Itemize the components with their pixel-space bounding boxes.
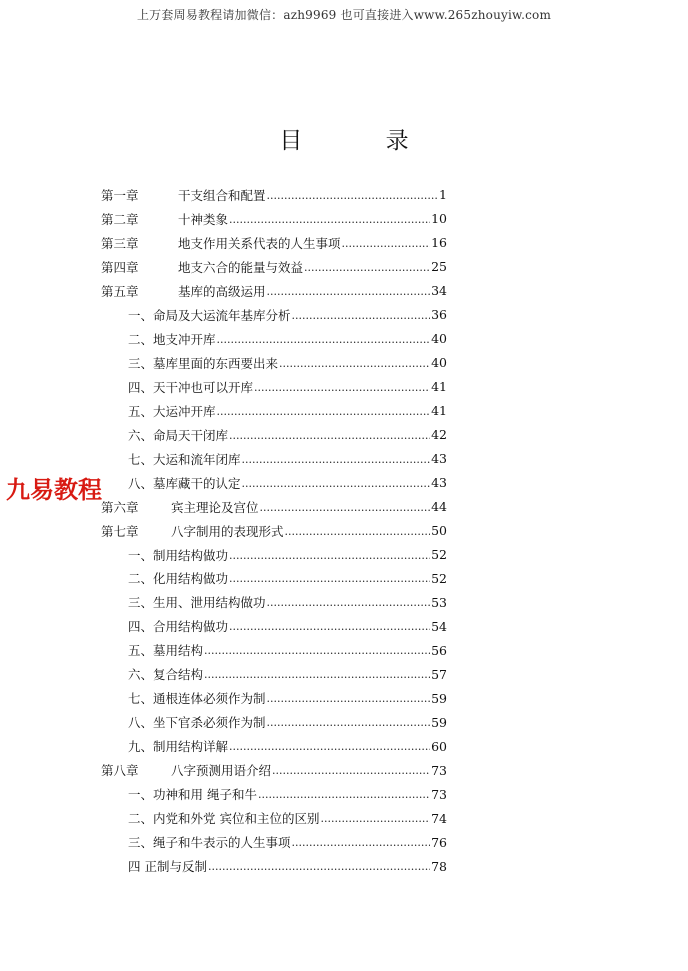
toc-dot-leader (304, 260, 430, 274)
toc-dot-leader (285, 524, 431, 538)
toc-page-number: 78 (431, 858, 447, 874)
toc-dot-leader (342, 236, 431, 250)
toc-dot-leader (260, 500, 431, 514)
toc-entry-title: 二、化用结构做功 (128, 571, 229, 587)
toc-page-number: 60 (431, 738, 447, 754)
toc-entry[interactable] (128, 830, 447, 854)
toc-page-number: 52 (431, 570, 447, 586)
toc-entry-title: 六、命局天干闭库 (128, 427, 229, 443)
toc-dot-leader (229, 619, 430, 633)
toc-entry-title: 十神类象 (178, 211, 229, 227)
toc-page-number: 53 (431, 594, 447, 610)
toc-dot-leader (208, 859, 430, 873)
toc-entry[interactable] (128, 806, 447, 830)
toc-entry-title: 二、地支冲开库 (128, 331, 216, 347)
toc-entry[interactable] (128, 590, 447, 614)
toc-page-number: 54 (431, 618, 447, 634)
toc-page-number: 59 (431, 714, 447, 730)
toc-entry[interactable] (128, 447, 447, 471)
toc-page-number: 50 (431, 523, 447, 539)
toc-entry-title: 七、通根连体必须作为制 (128, 691, 266, 707)
toc-dot-leader (267, 284, 431, 298)
toc-entry[interactable] (128, 303, 447, 327)
toc-entry-title: 四 正制与反制 (128, 859, 207, 875)
toc-page-number: 16 (431, 235, 447, 251)
page-title: 目 录 (279, 128, 447, 154)
toc-page-number: 56 (431, 642, 447, 658)
toc-entry-title: 地支六合的能量与效益 (178, 259, 304, 275)
toc-dot-leader (204, 643, 430, 657)
toc-dot-leader (229, 571, 430, 585)
toc-page-number: 59 (431, 690, 447, 706)
toc-entry[interactable] (128, 710, 447, 734)
toc-page-number: 40 (431, 355, 447, 371)
page-header: 上万套周易教程请加微信：azh9969 也可直接进入www.265zhouyiw.com (136, 8, 552, 22)
toc-page-number: 10 (431, 211, 447, 227)
toc-entry-title: 宾主理论及宫位 (171, 499, 259, 515)
toc-entry[interactable] (128, 638, 447, 662)
toc-entry-title: 五、大运冲开库 (128, 403, 216, 419)
toc-dot-leader (242, 452, 431, 466)
toc-entry-title: 四、合用结构做功 (128, 619, 229, 635)
toc-page-number: 57 (431, 666, 447, 682)
table-of-contents (0, 183, 688, 878)
toc-page-number: 74 (431, 810, 447, 826)
toc-entry[interactable] (128, 782, 447, 806)
toc-entry-title: 干支组合和配置 (178, 187, 266, 203)
toc-page-number: 44 (431, 499, 447, 515)
toc-chapter-number: 第一章 (101, 187, 139, 203)
toc-entry[interactable] (101, 758, 447, 782)
toc-dot-leader (258, 787, 430, 801)
toc-chapter-number: 第二章 (101, 211, 139, 227)
toc-dot-leader (242, 476, 431, 490)
toc-dot-leader (229, 428, 430, 442)
toc-entry[interactable] (128, 614, 447, 638)
toc-chapter-number: 第五章 (101, 283, 139, 299)
toc-entry[interactable] (101, 183, 447, 207)
toc-entry-title: 基库的高级运用 (178, 283, 266, 299)
toc-entry[interactable] (128, 375, 447, 399)
toc-entry-title: 三、生用、泄用结构做功 (128, 595, 266, 611)
toc-entry[interactable] (128, 327, 447, 351)
toc-entry-title: 七、大运和流年闭库 (128, 451, 241, 467)
toc-entry[interactable] (128, 399, 447, 423)
toc-dot-leader (292, 308, 431, 322)
toc-entry[interactable] (101, 255, 447, 279)
toc-page-number: 41 (431, 403, 447, 419)
toc-dot-leader (267, 188, 439, 202)
toc-entry-title: 四、天干冲也可以开库 (128, 379, 254, 395)
toc-entry-title: 一、命局及大运流年基库分析 (128, 307, 291, 323)
toc-entry-title: 三、墓库里面的东西要出来 (128, 355, 279, 371)
toc-page-number: 73 (431, 786, 447, 802)
toc-dot-leader (292, 835, 431, 849)
toc-entry[interactable] (101, 231, 447, 255)
toc-dot-leader (272, 763, 430, 777)
toc-page-number: 41 (431, 379, 447, 395)
toc-dot-leader (229, 548, 430, 562)
toc-entry-title: 一、制用结构做功 (128, 547, 229, 563)
toc-page-number: 43 (431, 451, 447, 467)
toc-page-number: 76 (431, 834, 447, 850)
toc-entry[interactable] (128, 543, 447, 567)
toc-dot-leader (267, 691, 431, 705)
toc-chapter-number: 第七章 (101, 523, 139, 539)
toc-entry[interactable] (101, 279, 447, 303)
toc-entry-title: 地支作用关系代表的人生事项 (178, 235, 341, 251)
toc-page-number: 1 (439, 187, 447, 203)
toc-entry-title: 一、功神和用 绳子和牛 (128, 787, 257, 803)
toc-entry[interactable] (128, 567, 447, 591)
toc-page-number: 40 (431, 331, 447, 347)
toc-entry-title: 八、坐下官杀必须作为制 (128, 715, 266, 731)
toc-dot-leader (254, 380, 430, 394)
toc-chapter-number: 第八章 (101, 763, 139, 779)
toc-dot-leader (320, 811, 430, 825)
toc-chapter-number: 第三章 (101, 235, 139, 251)
toc-entry[interactable] (101, 207, 447, 231)
toc-entry-title: 八字制用的表现形式 (171, 523, 284, 539)
toc-dot-leader (229, 739, 430, 753)
toc-entry[interactable] (128, 662, 447, 686)
toc-entry[interactable] (128, 471, 447, 495)
toc-dot-leader (267, 595, 431, 609)
toc-dot-leader (279, 356, 430, 370)
toc-entry[interactable] (101, 495, 447, 519)
toc-page-number: 36 (431, 307, 447, 323)
toc-chapter-number: 第六章 (101, 499, 139, 515)
toc-chapter-number: 第四章 (101, 259, 139, 275)
toc-page-number: 25 (431, 259, 447, 275)
watermark-logo: 九易教程 (6, 476, 102, 504)
toc-entry-title: 五、墓用结构 (128, 643, 204, 659)
toc-entry-title: 三、绳子和牛表示的人生事项 (128, 835, 291, 851)
toc-dot-leader (204, 667, 430, 681)
toc-page-number: 73 (431, 762, 447, 778)
toc-dot-leader (229, 212, 430, 226)
toc-entry-title: 九、制用结构详解 (128, 739, 229, 755)
toc-entry-title: 六、复合结构 (128, 667, 204, 683)
toc-entry[interactable] (128, 734, 447, 758)
toc-entry[interactable] (101, 519, 447, 543)
toc-dot-leader (267, 715, 431, 729)
toc-entry[interactable] (128, 686, 447, 710)
toc-entry-title: 八字预测用语介绍 (171, 763, 272, 779)
toc-entry-title: 八、墓库藏干的认定 (128, 475, 241, 491)
toc-entry[interactable] (128, 854, 447, 878)
toc-page-number: 43 (431, 475, 447, 491)
toc-page-number: 42 (431, 427, 447, 443)
toc-entry-title: 二、内党和外党 宾位和主位的区别 (128, 811, 320, 827)
toc-page-number: 34 (431, 283, 447, 299)
toc-entry[interactable] (128, 351, 447, 375)
toc-entry[interactable] (128, 423, 447, 447)
toc-dot-leader (217, 404, 431, 418)
toc-dot-leader (217, 332, 431, 346)
toc-page-number: 52 (431, 547, 447, 563)
